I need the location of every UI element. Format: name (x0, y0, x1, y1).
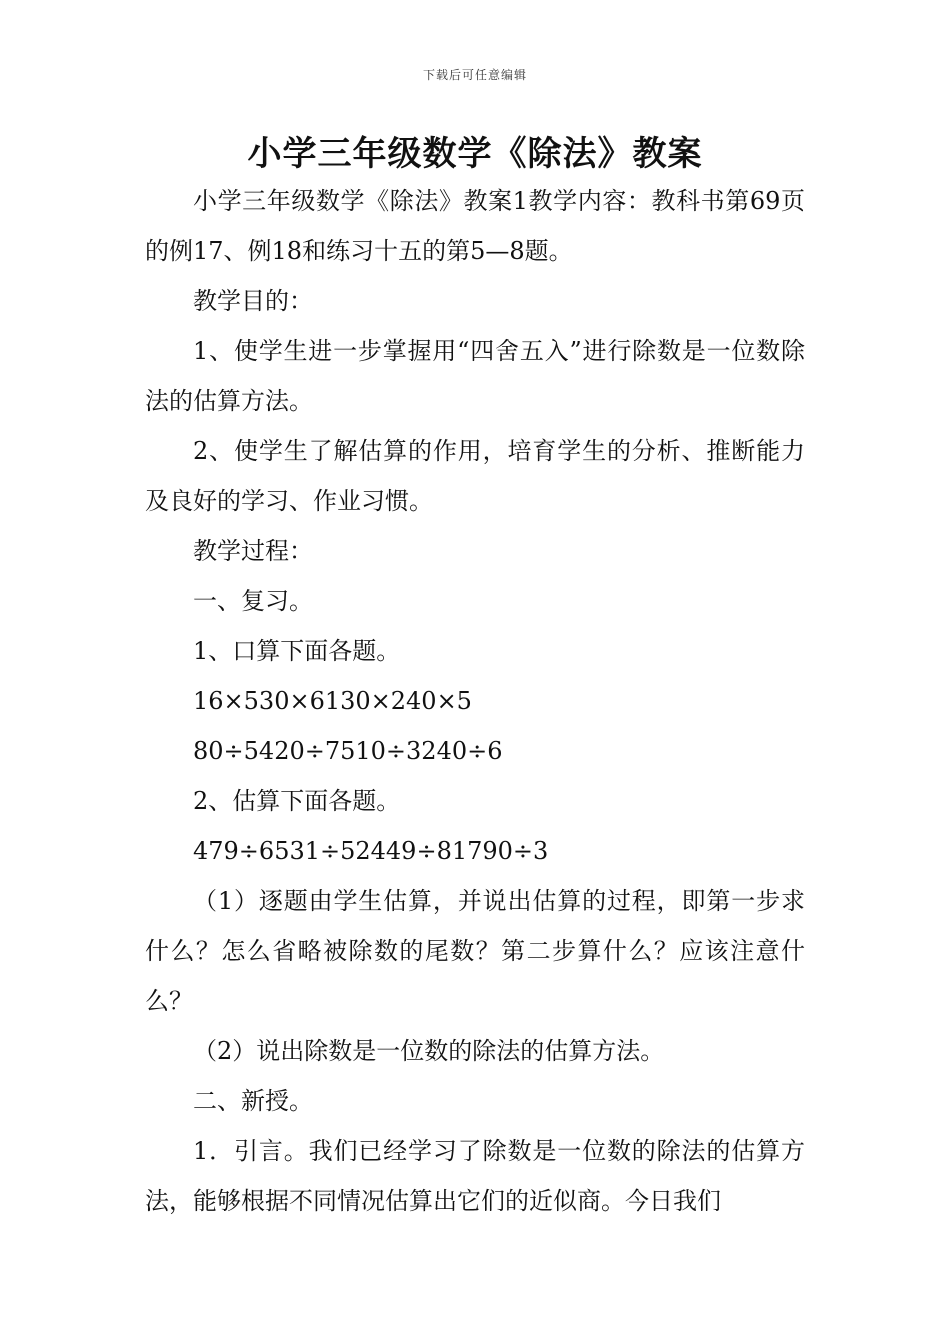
paragraph-math-line-1: 16×530×6130×240×5 (193, 687, 472, 715)
paragraph-estimate: 2、估算下面各题。 (193, 787, 401, 815)
document-title: 小学三年级数学《除法》教案 (247, 134, 703, 174)
paragraph-objectives-heading: 教学目的： (193, 287, 313, 315)
paragraph-new-lesson-heading: 二、新授。 (193, 1087, 313, 1115)
document-body (145, 176, 805, 1226)
paragraph-objective-1: 1、使学生进一步掌握用“四舍五入”进行除数是一位数除法的估算方法。 (145, 337, 805, 415)
paragraph-process-heading: 教学过程： (193, 537, 313, 565)
paragraph-objective-2: 2、使学生了解估算的作用，培育学生的分析、推断能力及良好的学习、作业习惯。 (145, 437, 805, 515)
paragraph-intro: 小学三年级数学《除法》教案1教学内容：教科书第69页的例17、例18和练习十五的第5—8题。 (145, 187, 805, 265)
paragraph-step-2: （2）说出除数是一位数的除法的估算方法。 (193, 1037, 665, 1065)
paragraph-oral-calc: 1、口算下面各题。 (193, 637, 401, 665)
paragraph-introduction: 1．引言。我们已经学习了除数是一位数的除法的估算方法，能够根据不同情况估算出它们的近似商。今日我们 (145, 1137, 805, 1215)
paragraph-math-line-3: 479÷6531÷52449÷81790÷3 (193, 837, 549, 865)
header-note: 下载后可任意编辑 (422, 68, 527, 82)
paragraph-math-line-2: 80÷5420÷7510÷3240÷6 (193, 737, 503, 765)
paragraph-review-heading: 一、复习。 (193, 587, 313, 615)
paragraph-step-1: （1）逐题由学生估算，并说出估算的过程，即第一步求什么？怎么省略被除数的尾数？第二步算什么？应该注意什么？ (145, 887, 805, 1015)
